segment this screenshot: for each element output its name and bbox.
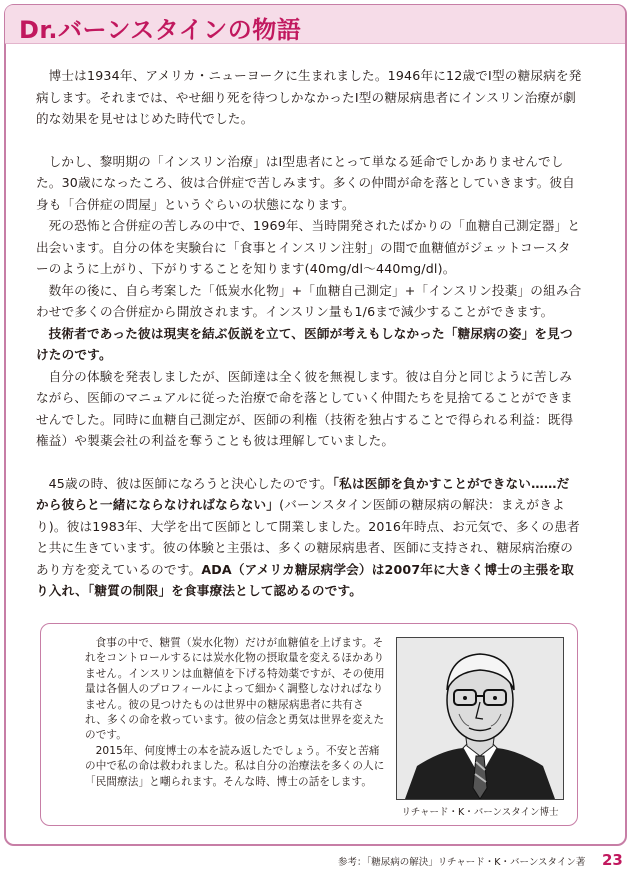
paragraph-low-carb: 数年の後に、自ら考案した「低炭水化物」+「血糖自己測定」+「インスリン投薬」の組み合わせで多くの合併症から開放されます。インスリン量も1/6まで減少することができます。 [36, 282, 582, 319]
doctor-text-1: 45歳の時、彼は医師になろうと決心したのです。 [48, 475, 333, 491]
paragraph-hypothesis [36, 323, 582, 366]
portrait-caption: リチャード・K・バーンスタイン博士 [401, 807, 559, 818]
paragraph-doctor [36, 473, 582, 602]
quote-text [85, 636, 385, 790]
ada-bold: ADA（アメリカ糖尿病学会）は2007年に大きく博士の主張を取り入れ、「糖質の制限」を食事療法として認めるのです。 [36, 561, 574, 598]
paragraph-ignored: 自分の体験を発表しましたが、医師達は全く彼を無視します。彼は自分と同じように苦しみながら、医師のマニュアルに従った治療で命を落としていく仲間たちを見捨てることができませんでした。同時に血糖自己測定が、医師の利権（技術を独占することで得られる利益：既得権益）や製薬会社の利益を奪うことも彼は理解していました。 [36, 368, 574, 448]
paragraph-complications: しかし、黎明期の「インスリン治療」はⅠ型患者にとって単なる延命でしかありませんでした。30歳になったころ、彼は合併症で苦しみます。多くの仲間が命を落としていきます。彼自身も「合併症の問屋」というぐらいの状態になります。 [36, 153, 575, 212]
page-title: Dr.バーンスタインの物語 [19, 16, 302, 44]
portrait-drawing [397, 638, 563, 799]
hypothesis-bold: 技術者であった彼は現実を結ぶ仮説を立て、医師が考えもしなかった「糖尿病の姿」を見つけたのです。 [36, 325, 573, 362]
portrait-illustration [396, 637, 564, 800]
paragraph-meter: 死の恐怖と合併症の苦しみの中で、1969年、当時開発されたばかりの「血糖自己測定器」と出会います。自分の体を実験台に「食事とインスリン注射」の間で血糖値がジェットコースターのように上がり、下がりすることを知ります(40mg/dl～440mg/dl)。 [36, 218, 581, 276]
article-body [36, 65, 582, 602]
title-bar [5, 5, 625, 44]
page-number: 23 [602, 851, 623, 869]
quote-box [40, 623, 578, 826]
doctor-quote-bold: 「私は医師を負かすことができない……だから彼らと一緒にならなければならない」 [36, 475, 570, 512]
quote-paragraph: 2015年、何度博士の本を読み返したでしょう。不安と苦痛の中で私の命は救われました。私は自分の治療法を多くの人に「民間療法」と嘲られます。そんな時、博士の話をします。 [85, 744, 385, 788]
paragraph-birth: 博士は1934年、アメリカ・ニューヨークに生まれました。1946年に12歳でⅠ型の糖尿病を発病します。それまでは、やせ細り死を待つしかなかったⅠ型の糖尿病患者にインスリン治療が劇的な効果を見せはじめた時代でした。 [36, 68, 582, 126]
doctor-text-2: (バーンスタイン医師の糖尿病の解決：まえがきより)。彼は1983年、大学を出て医師として開業しました。2016年時点、お元気で、多くの患者と共に生きています。彼の体験と主張は、多くの糖尿病患者、医師に支持され、糖尿病治療のあり方を変えているのです。 [36, 497, 580, 577]
reference-note: 参考：「糖尿病の解決」リチャード・K・バーンスタイン著 [338, 857, 586, 868]
quote-paragraph: 食事の中で、糖質（炭水化物）だけが血糖値を上げます。それをコントロールするには炭水化物の摂取量を変えるほかありません。インスリンは血糖値を下げる特効薬ですが、その使用量は各個人のプロフィールによって細かく調整しなければなりません。彼の見つけたものは世界中の糖尿病患者に共有され、多くの命を救っています。彼の信念と勇気は世界を変えたのです。 [85, 637, 385, 742]
